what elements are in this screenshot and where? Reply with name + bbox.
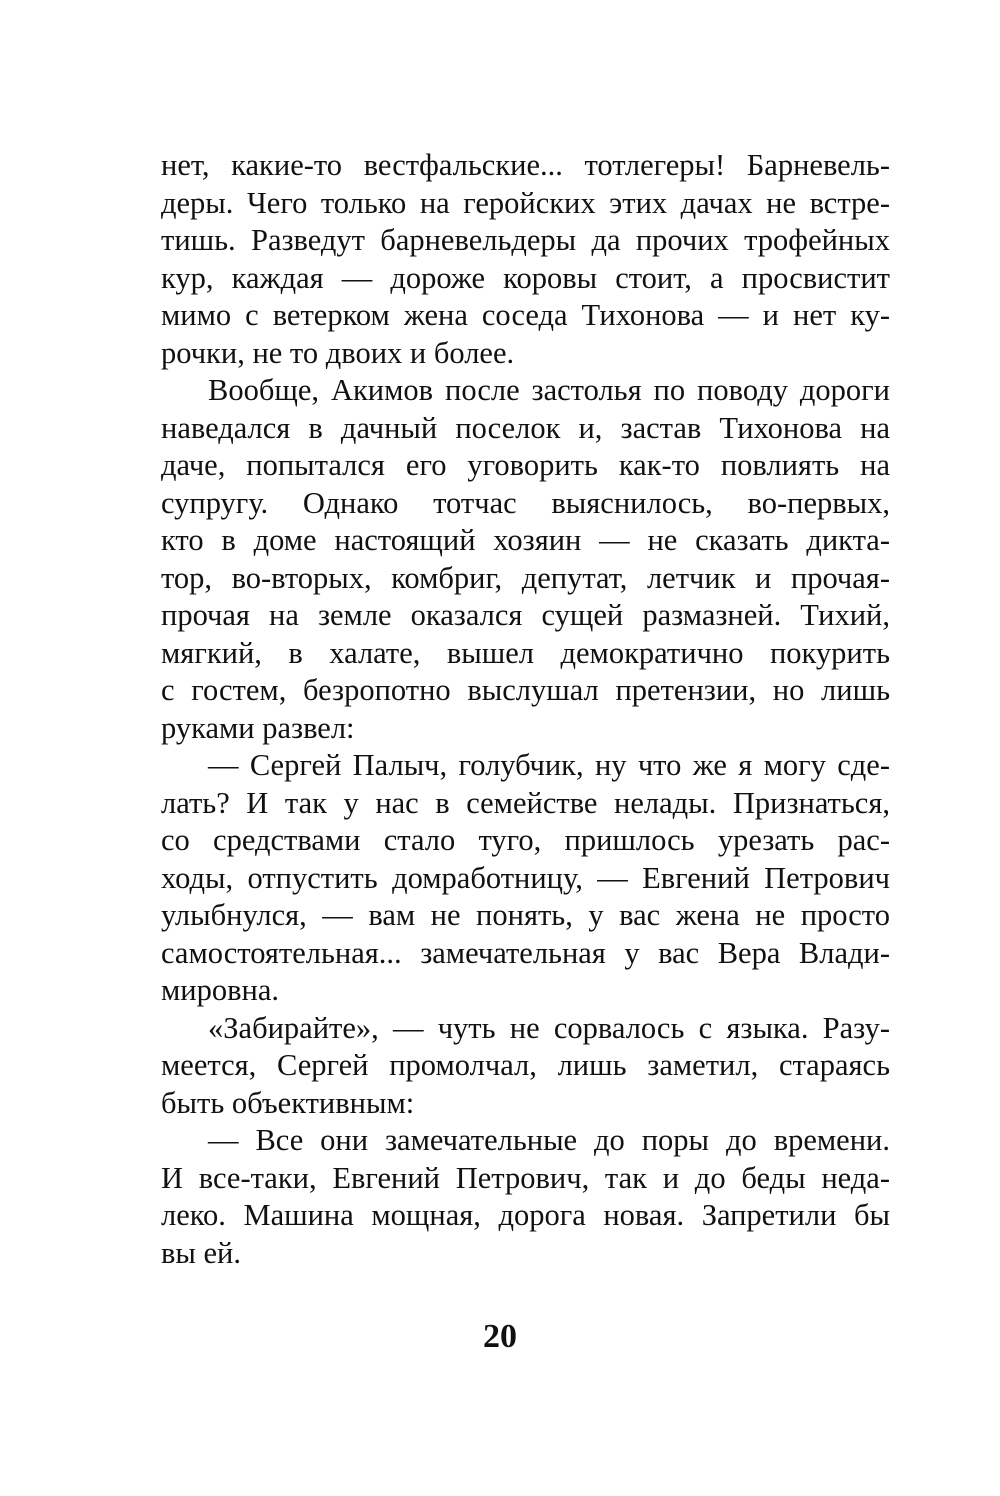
text-line: меется, Сергей промолчал, лишь заметил, стараясь xyxy=(161,1048,890,1082)
text-line: улыбнулся, — вам не понять, у вас жена не просто xyxy=(161,898,890,932)
page-number: 20 xyxy=(483,1318,517,1355)
text-line: — Все они замечательные до поры до времени. xyxy=(208,1123,890,1157)
text-line: кур, каждая — дороже коровы стоит, а просвистит xyxy=(161,260,890,295)
text-line: «Забирайте», — чуть не сорвалось с языка. Разу- xyxy=(208,1010,890,1045)
text-line: лать? И так у нас в семействе нелады. Признаться, xyxy=(161,785,890,820)
text-line: тишь. Разведут барневельдеры да прочих трофейных xyxy=(161,223,890,257)
text-line: мировна. xyxy=(161,973,280,1007)
text-line: мягкий, в халате, вышел демократично покурить xyxy=(161,635,890,670)
text-line: деры. Чего только на геройских этих дачах не встре- xyxy=(161,185,890,220)
text-line: тор, во-вторых, комбриг, депутат, летчик и прочая- xyxy=(161,560,890,595)
text-line: кто в доме настоящий хозяин — не сказать дикта- xyxy=(161,523,890,557)
text-line: супругу. Однако тотчас выяснилось, во-первых, xyxy=(161,485,890,520)
text-line: мимо с ветерком жена соседа Тихонова — и нет ку- xyxy=(161,298,890,332)
text-line: Вообще, Акимов после застолья по поводу дороги xyxy=(208,373,890,407)
body-text xyxy=(161,147,890,1272)
text-line: даче, попытался его уговорить как-то повлиять на xyxy=(161,448,890,482)
text-line: леко. Машина мощная, дорога новая. Запретили бы xyxy=(161,1198,890,1232)
text-line: рочки, не то двоих и более. xyxy=(161,335,515,370)
text-line: прочая на земле оказался сущей размазней. Тихий, xyxy=(161,598,890,632)
text-line: — Сергей Палыч, голубчик, ну что же я могу сде- xyxy=(208,748,890,782)
text-line: со средствами стало туго, пришлось урезать рас- xyxy=(161,823,890,857)
text-line: самостоятельная... замечательная у вас Вера Влади- xyxy=(161,935,890,970)
text-line: быть объективным: xyxy=(161,1085,415,1120)
text-line: вы ей. xyxy=(161,1235,242,1270)
text-line: ходы, отпустить домработницу, — Евгений Петрович xyxy=(161,860,890,895)
text-line: И все-таки, Евгений Петрович, так и до беды неда- xyxy=(161,1160,890,1195)
text-line: наведался в дачный поселок и, застав Тихонова на xyxy=(161,410,890,445)
text-line: с гостем, безропотно выслушал претензии, но лишь xyxy=(161,673,890,707)
text-line: руками развел: xyxy=(161,710,355,745)
text-line: нет, какие-то вестфальские... тотлегеры! Барневель- xyxy=(161,148,890,182)
